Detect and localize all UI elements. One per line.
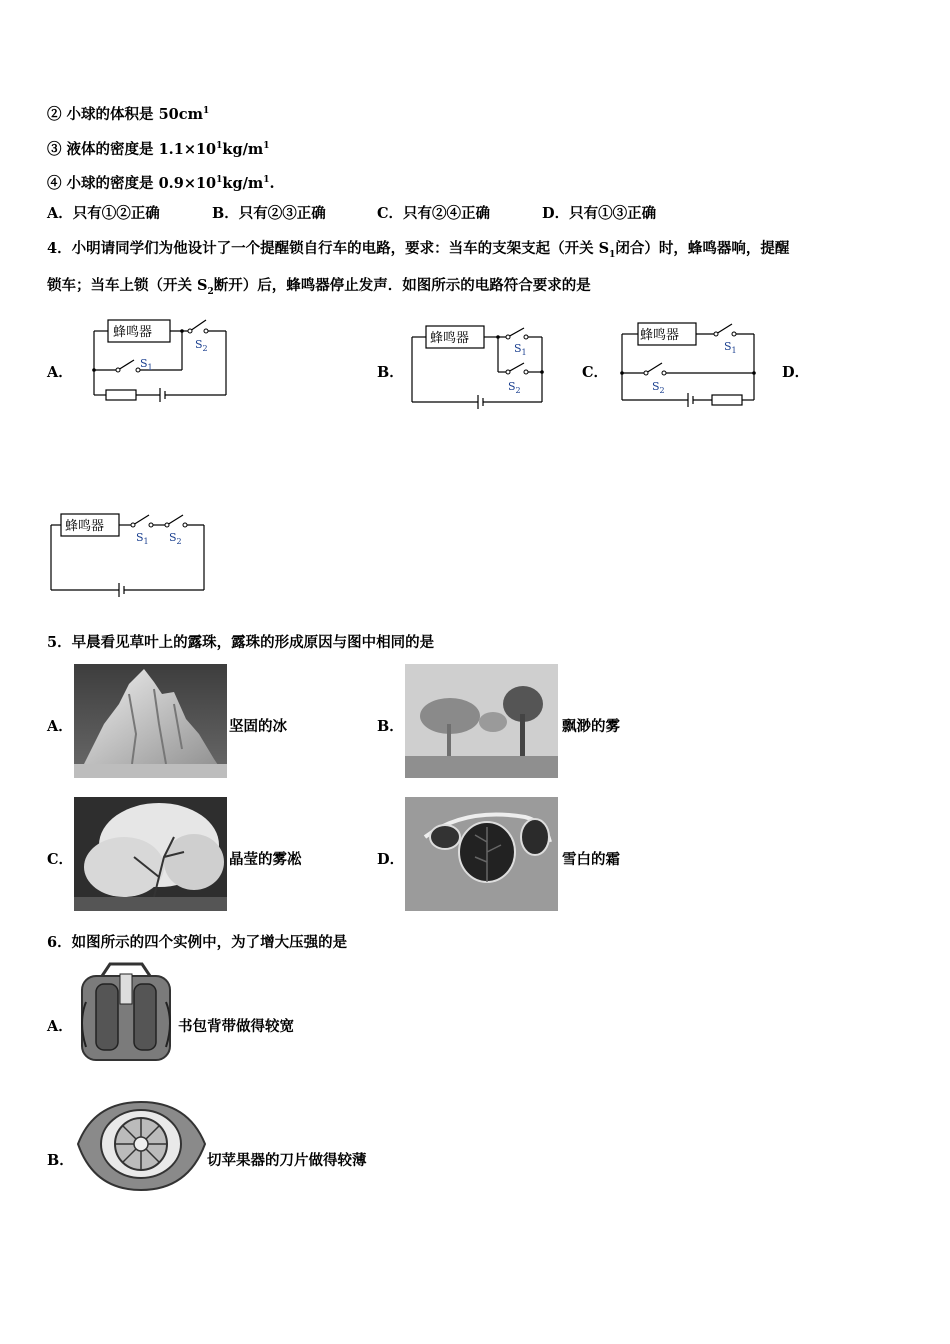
- q5-question: 5．早晨看见草叶上的露珠，露珠的形成原因与图中相同的是: [47, 634, 435, 651]
- svg-text:蜂鸣器: 蜂鸣器: [65, 519, 105, 534]
- q4-question-line2: 锁车；当车上锁（开关 $S_2$断开）后，蜂鸣器停止发声．如图所示的电路符合要求的是: [47, 277, 591, 297]
- ice-photo: [74, 664, 227, 778]
- q4-option-c-label[interactable]: C．: [582, 364, 609, 381]
- rime-photo: [74, 797, 227, 911]
- q6-option-a-caption: 书包背带做得较宽: [178, 1018, 294, 1035]
- svg-text:S1: $S_1$: [136, 531, 149, 546]
- q5-option-c-caption: 晶莹的雾凇: [229, 851, 302, 868]
- svg-text:蜂鸣器: 蜂鸣器: [430, 331, 470, 346]
- q5-option-a-caption: 坚固的冰: [229, 718, 287, 735]
- circuit-c-diagram: [618, 318, 763, 410]
- q3-statement-2: ② 小球的体积是 $50cm^1$: [47, 105, 210, 123]
- svg-text:蜂鸣器: 蜂鸣器: [113, 325, 153, 340]
- q4-question-line1: 4．小明请同学们为他设计了一个提醒锁自行车的电路，要求：当车的支架支起（开关 $S_1$闭合）时，蜂鸣器响，提醒: [47, 240, 790, 260]
- q5-option-d-caption: 雪白的霜: [562, 851, 620, 868]
- q3-option-d[interactable]: D．只有①③正确: [542, 205, 657, 222]
- q3-statement-3: ③ 液体的密度是 $1.1\times 10^1kg/m^1$: [47, 140, 270, 158]
- svg-text:S1: $S_1$: [140, 357, 153, 372]
- svg-text:S2: $S_2$: [195, 338, 208, 353]
- circuit-a-diagram: [90, 315, 235, 407]
- fog-photo: [405, 664, 558, 778]
- svg-text:S2: $S_2$: [508, 380, 521, 395]
- q4-option-d-label[interactable]: D．: [782, 364, 810, 381]
- q3-option-a[interactable]: A．只有①②正确: [47, 205, 160, 222]
- apple-slicer-picture: [74, 1098, 209, 1194]
- q5-option-d-label[interactable]: D．: [377, 851, 405, 868]
- q5-option-a-label[interactable]: A．: [47, 718, 73, 735]
- svg-text:S2: $S_2$: [169, 531, 182, 546]
- q6-option-a-label[interactable]: A．: [47, 1018, 73, 1035]
- svg-text:S2: $S_2$: [652, 380, 665, 395]
- q5-option-b-caption: 飘渺的雾: [562, 718, 620, 735]
- q5-option-b-label[interactable]: B．: [377, 718, 404, 735]
- q6-option-b-label[interactable]: B．: [47, 1152, 74, 1169]
- q4-option-b-label[interactable]: B．: [377, 364, 404, 381]
- q5-option-c-label[interactable]: C．: [47, 851, 74, 868]
- svg-text:蜂鸣器: 蜂鸣器: [640, 328, 680, 343]
- circuit-b-diagram: [410, 320, 550, 408]
- q3-statement-4: ④ 小球的密度是 $0.9\times 10^1kg/m^1$.: [47, 174, 275, 192]
- svg-text:S1: $S_1$: [724, 340, 737, 355]
- q6-question: 6．如图所示的四个实例中，为了增大压强的是: [47, 934, 348, 951]
- q4-option-a-label[interactable]: A．: [47, 364, 73, 381]
- q3-option-c[interactable]: C．只有②④正确: [377, 205, 491, 222]
- circuit-d-diagram: [47, 508, 212, 604]
- backpack-picture: [74, 962, 178, 1064]
- frost-photo: [405, 797, 558, 911]
- q6-option-b-caption: 切苹果器的刀片做得较薄: [207, 1152, 367, 1169]
- svg-text:S1: $S_1$: [514, 342, 527, 357]
- q3-option-b[interactable]: B．只有②③正确: [212, 205, 326, 222]
